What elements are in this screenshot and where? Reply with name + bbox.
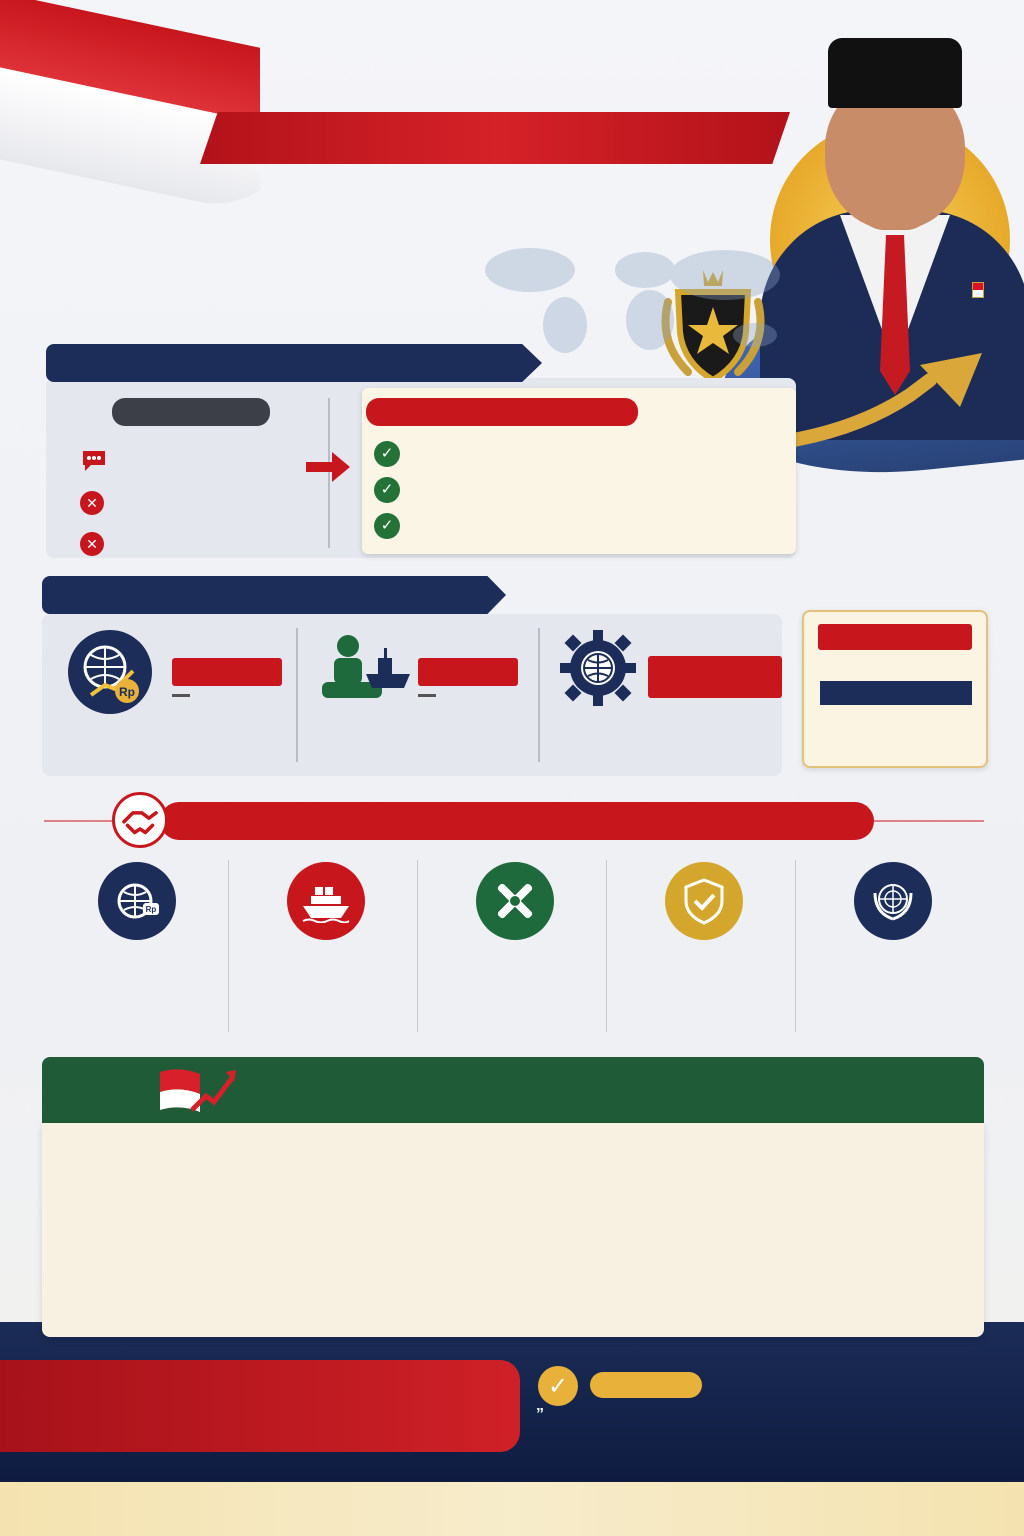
- strategy-card: [420, 862, 610, 1032]
- check-icon: ✓: [374, 477, 400, 503]
- paralel-body: [42, 1123, 984, 1337]
- world-map-icon: [470, 230, 800, 360]
- after-item: [374, 472, 794, 508]
- strategy-card: [42, 862, 232, 1032]
- divider: [296, 628, 298, 762]
- divider: [795, 860, 796, 1032]
- technology-gear-icon: [558, 628, 638, 708]
- subtitle-banner: [200, 112, 790, 164]
- svg-text:Rp: Rp: [119, 685, 135, 699]
- militer-rank: [418, 658, 518, 686]
- before-label: [112, 398, 270, 426]
- divider: [538, 628, 540, 762]
- strategy-card: [231, 862, 421, 1032]
- flag-pin-icon: [972, 282, 984, 298]
- divider: [228, 860, 229, 1032]
- before-item: [80, 524, 320, 564]
- before-item: [80, 482, 320, 524]
- check-icon: ✓: [374, 441, 400, 467]
- svg-text:Rp: Rp: [145, 905, 157, 914]
- handshake-icon: [112, 792, 168, 848]
- strategy-card: [798, 862, 988, 1032]
- shield-icon: [665, 862, 743, 940]
- teknologi-rank: [648, 656, 782, 698]
- un-icon: [854, 862, 932, 940]
- x-mark-icon: ✕: [80, 491, 104, 515]
- strategy-card: [609, 862, 799, 1032]
- before-item: [80, 438, 320, 482]
- dash: [172, 694, 190, 697]
- ship-icon: [287, 862, 365, 940]
- after-item: [374, 436, 794, 472]
- before-list: [80, 438, 320, 564]
- conclusion-line-2: [820, 681, 972, 705]
- tools-icon: [476, 862, 554, 940]
- globe-icon: [98, 862, 176, 940]
- after-label: [366, 398, 638, 426]
- military-icon: [316, 628, 412, 704]
- palestina-heading: [46, 344, 542, 382]
- jalur-heading: [160, 802, 874, 840]
- intinya-label: [590, 1372, 702, 1398]
- realitas-heading: [42, 576, 506, 614]
- closing-quote-box: [0, 1360, 520, 1452]
- check-badge-icon: ✓: [538, 1366, 578, 1406]
- check-icon: ✓: [374, 513, 400, 539]
- divider: [417, 860, 418, 1032]
- footer-bar: [0, 1482, 1024, 1536]
- after-item: [374, 508, 794, 544]
- economy-globe-icon: [68, 630, 152, 714]
- indonesia-flag: [0, 0, 260, 210]
- divider: [606, 860, 607, 1032]
- flag-growth-icon: [156, 1064, 236, 1116]
- ekonomi-rank: [172, 658, 282, 686]
- after-list: [374, 436, 794, 544]
- speech-bubble-icon: [80, 446, 108, 474]
- arrow-right-icon: [306, 452, 350, 482]
- x-mark-icon: ✕: [80, 532, 104, 556]
- conclusion-label: [818, 624, 972, 650]
- small-quote-icon: ”: [536, 1406, 544, 1423]
- dash: [418, 694, 436, 697]
